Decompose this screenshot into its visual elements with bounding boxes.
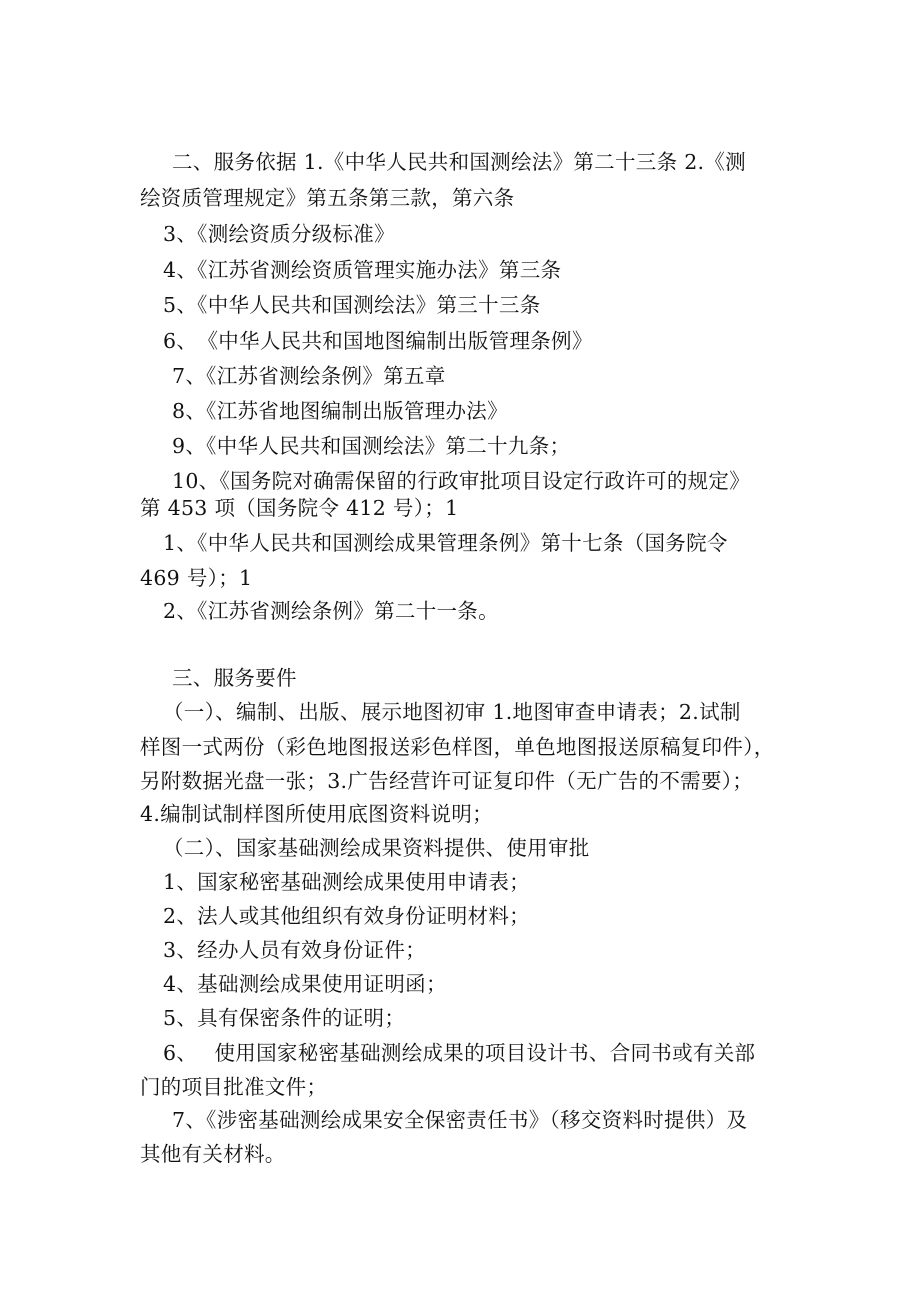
section2-line-4: 4、《江苏省测绘资质管理实施办法》第三条 bbox=[163, 258, 562, 282]
section2-line-12: 1、《中华人民共和国测绘成果管理条例》第十七条（国务院令 bbox=[163, 531, 728, 555]
section3-line-6: （二）、国家基础测绘成果资料提供、使用审批 bbox=[163, 836, 590, 860]
section3-line-9: 3、经办人员有效身份证件； bbox=[163, 938, 426, 962]
section3-line-13: 门的项目批准文件； bbox=[140, 1075, 328, 1099]
section3-line-11: 5、具有保密条件的证明； bbox=[163, 1006, 406, 1030]
section3-line-15: 其他有关材料。 bbox=[140, 1142, 286, 1166]
section2-line-11: 第 453 项（国务院令 412 号）；1 bbox=[140, 496, 459, 520]
section2-line-3: 3、《测绘资质分级标准》 bbox=[163, 222, 395, 246]
section3-line-14: 7、《涉密基础测绘成果安全保密责任书》（移交资料时提供）及 bbox=[172, 1108, 748, 1132]
section3-line-7: 1、国家秘密基础测绘成果使用申请表； bbox=[163, 870, 530, 894]
section3-line-10: 4、基础测绘成果使用证明函； bbox=[163, 972, 447, 996]
section2-line-14: 2、《江苏省测绘条例》第二十一条。 bbox=[163, 599, 499, 623]
section3-line-2: （一）、编制、出版、展示地图初审 1.地图审查申请表；2.试制 bbox=[163, 700, 741, 724]
section3-line-5: 4.编制试制样图所使用底图资料说明； bbox=[140, 802, 493, 826]
section2-line-10: 10、《国务院对确需保留的行政审批项目设定行政许可的规定》 bbox=[172, 469, 751, 493]
section2-line-1: 二、服务依据 1.《中华人民共和国测绘法》第二十三条 2.《测 bbox=[172, 150, 746, 174]
section2-line-8: 8、《江苏省地图编制出版管理办法》 bbox=[172, 399, 508, 423]
section3-line-4: 另附数据光盘一张；3.广告经营许可证复印件（无广告的不需要）； bbox=[140, 769, 754, 793]
section2-line-2: 绘资质管理规定》第五条第三款，第六条 bbox=[140, 186, 515, 210]
section3-heading: 三、服务要件 bbox=[172, 666, 297, 690]
section3-line-12: 6、 使用国家秘密基础测绘成果的项目设计书、合同书或有关部 bbox=[163, 1041, 756, 1065]
section2-line-6: 6、 《中华人民共和国地图编制出版管理条例》 bbox=[163, 329, 593, 353]
section2-line-5: 5、《中华人民共和国测绘法》第三十三条 bbox=[163, 293, 541, 317]
section3-line-8: 2、法人或其他组织有效身份证明材料； bbox=[163, 904, 530, 928]
section2-line-7: 7、《江苏省测绘条例》第五章 bbox=[172, 364, 446, 388]
section3-line-3: 样图一式两份（彩色地图报送彩色样图，单色地图报送原稿复印件）， bbox=[140, 735, 775, 759]
section2-line-13: 469 号）；1 bbox=[140, 566, 253, 590]
section2-line-9: 9、《中华人民共和国测绘法》第二十九条； bbox=[172, 434, 571, 458]
